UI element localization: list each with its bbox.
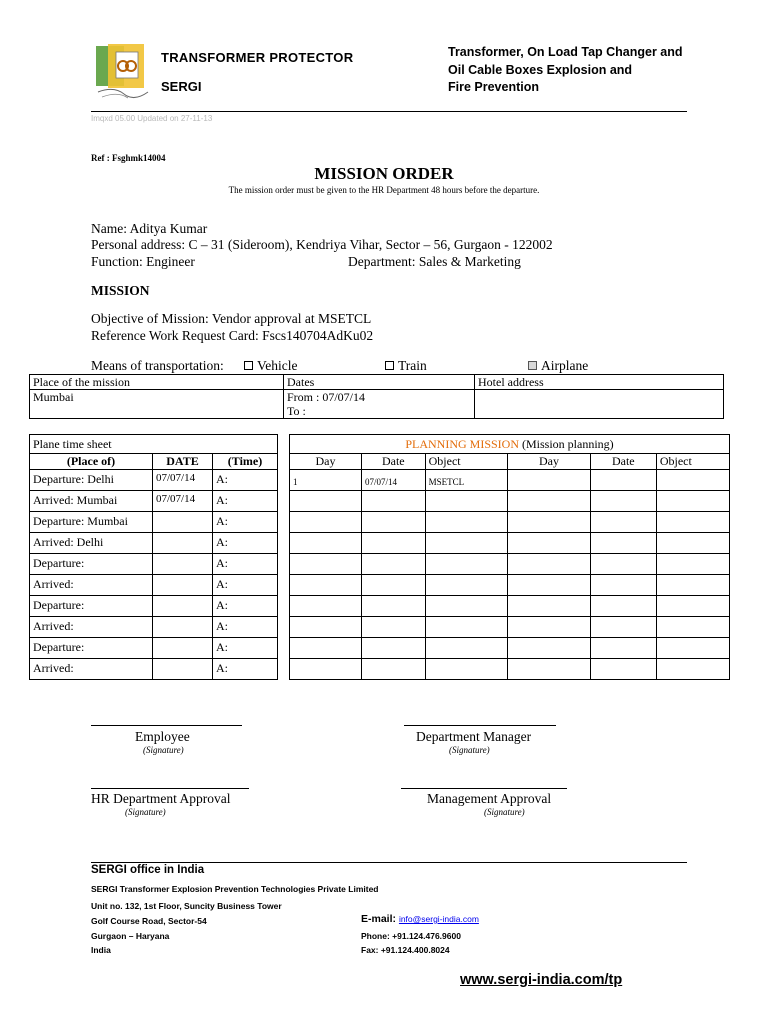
time-cell[interactable]: A: xyxy=(213,491,278,512)
email-link[interactable]: info@sergi-india.com xyxy=(398,914,479,924)
col-object: Object xyxy=(425,454,508,470)
object-cell[interactable] xyxy=(425,617,508,638)
time-cell[interactable]: A: xyxy=(213,575,278,596)
function-field: Function: Engineer xyxy=(91,254,195,269)
address-line: India xyxy=(91,945,111,955)
day-cell[interactable] xyxy=(508,659,591,680)
header-rule xyxy=(91,111,687,112)
date-cell[interactable] xyxy=(361,512,425,533)
object-cell[interactable] xyxy=(656,596,729,617)
signature-note: (Signature) xyxy=(143,745,184,755)
revision-note: Imqxd 05.00 Updated on 27-11-13 xyxy=(91,114,213,123)
date-cell[interactable] xyxy=(361,554,425,575)
time-cell[interactable]: A: xyxy=(213,470,278,491)
date-cell[interactable] xyxy=(361,617,425,638)
email-line xyxy=(361,913,479,925)
employee-signature-line[interactable] xyxy=(91,725,242,726)
object-cell[interactable] xyxy=(425,554,508,575)
train-label: Train xyxy=(398,358,427,373)
reference-number: Ref : Fsghmk14004 xyxy=(91,153,166,163)
object-cell[interactable] xyxy=(656,533,729,554)
department-manager-label: Department Manager xyxy=(416,729,532,744)
object-cell[interactable] xyxy=(656,554,729,575)
transport-option-airplane[interactable] xyxy=(528,358,588,374)
time-cell[interactable]: A: xyxy=(213,638,278,659)
date-to: To : xyxy=(287,404,306,418)
col-date: DATE xyxy=(153,454,213,470)
object-cell[interactable] xyxy=(656,491,729,512)
col-object: Object xyxy=(656,454,729,470)
manager-signature-line[interactable] xyxy=(404,725,556,726)
object-cell[interactable] xyxy=(656,512,729,533)
day-cell[interactable] xyxy=(508,617,591,638)
page-title: MISSION ORDER xyxy=(314,164,454,183)
date-cell[interactable] xyxy=(590,596,656,617)
sergi-logo xyxy=(94,42,152,100)
company-name: SERGI Transformer Explosion Prevention Technologies Private Limited xyxy=(91,884,379,894)
place-cell[interactable]: Arrived: Delhi xyxy=(30,533,153,554)
date-cell[interactable] xyxy=(153,638,213,659)
table-row xyxy=(30,491,278,512)
date-cell[interactable] xyxy=(590,533,656,554)
table-row xyxy=(290,470,730,491)
date-cell[interactable] xyxy=(590,491,656,512)
planning-mission-table xyxy=(289,434,730,680)
date-cell[interactable] xyxy=(153,659,213,680)
table-row xyxy=(290,617,730,638)
mission-table xyxy=(29,374,724,419)
date-cell[interactable] xyxy=(590,575,656,596)
table-row xyxy=(290,533,730,554)
vehicle-checkbox[interactable] xyxy=(244,361,253,370)
table-row xyxy=(290,575,730,596)
day-cell[interactable] xyxy=(290,617,362,638)
date-cell[interactable] xyxy=(153,596,213,617)
date-cell[interactable] xyxy=(590,617,656,638)
col-day: Day xyxy=(508,454,591,470)
day-cell[interactable] xyxy=(290,575,362,596)
table-row xyxy=(30,533,278,554)
date-cell[interactable] xyxy=(153,533,213,554)
col-date: Date xyxy=(361,454,425,470)
date-cell[interactable] xyxy=(361,638,425,659)
date-cell[interactable] xyxy=(153,554,213,575)
day-cell[interactable] xyxy=(290,533,362,554)
object-cell[interactable] xyxy=(656,575,729,596)
object-cell[interactable] xyxy=(425,512,508,533)
plane-time-sheet xyxy=(29,434,278,680)
object-cell[interactable] xyxy=(425,533,508,554)
place-cell[interactable]: Departure: xyxy=(30,596,153,617)
time-cell[interactable]: A: xyxy=(213,512,278,533)
airplane-label: Airplane xyxy=(541,358,589,373)
table-row xyxy=(290,435,730,454)
col-date: Date xyxy=(590,454,656,470)
vehicle-label: Vehicle xyxy=(257,358,298,373)
fax-number: Fax: +91.124.400.8024 xyxy=(361,945,450,955)
time-cell[interactable]: A: xyxy=(213,533,278,554)
date-cell[interactable] xyxy=(361,596,425,617)
address-line: Gurgaon – Haryana xyxy=(91,931,170,941)
table-row xyxy=(290,454,730,470)
date-cell[interactable] xyxy=(361,533,425,554)
work-request-card: Reference Work Request Card: Fscs140704AdKu02 xyxy=(91,328,374,343)
table-row xyxy=(30,638,278,659)
place-cell[interactable]: Departure: xyxy=(30,638,153,659)
table-row xyxy=(30,617,278,638)
date-from: From : 07/07/14 xyxy=(287,390,366,404)
time-cell[interactable]: A: xyxy=(213,554,278,575)
signature-note: (Signature) xyxy=(484,807,525,817)
hotel-address[interactable] xyxy=(475,390,724,419)
day-cell[interactable] xyxy=(508,575,591,596)
place-cell[interactable]: Departure: Delhi xyxy=(30,470,153,491)
employee-label: Employee xyxy=(135,729,190,744)
date-cell[interactable]: 07/07/14 xyxy=(153,491,213,512)
date-cell[interactable] xyxy=(361,575,425,596)
page-subtitle: The mission order must be given to the HR Department 48 hours before the departure. xyxy=(228,185,540,195)
hr-approval-label: HR Department Approval xyxy=(91,791,231,806)
transport-option-train[interactable] xyxy=(385,358,427,374)
transport-option-vehicle[interactable] xyxy=(244,358,297,374)
signature-note: (Signature) xyxy=(449,745,490,755)
table-row xyxy=(30,435,278,454)
tagline-line: Oil Cable Boxes Explosion and xyxy=(448,62,633,77)
mission-objective: Objective of Mission: Vendor approval at MSETCL xyxy=(91,311,372,326)
table-row xyxy=(30,454,278,470)
plane-sheet-title: Plane time sheet xyxy=(30,435,278,454)
table-row xyxy=(30,512,278,533)
footer-heading: SERGI office in India xyxy=(91,864,205,876)
object-cell[interactable] xyxy=(425,659,508,680)
place-cell[interactable]: Arrived: xyxy=(30,617,153,638)
date-cell[interactable]: 07/07/14 xyxy=(361,470,425,491)
hr-signature-line[interactable] xyxy=(91,788,249,789)
col-place: (Place of) xyxy=(30,454,153,470)
header-dates: Dates xyxy=(284,375,475,390)
header-place: Place of the mission xyxy=(30,375,284,390)
col-day: Day xyxy=(290,454,362,470)
day-cell[interactable] xyxy=(290,491,362,512)
signature-note: (Signature) xyxy=(125,807,166,817)
mission-dates[interactable] xyxy=(284,390,475,419)
date-cell[interactable]: 07/07/14 xyxy=(153,470,213,491)
airplane-checkbox[interactable] xyxy=(528,361,537,370)
day-cell[interactable] xyxy=(290,638,362,659)
object-cell[interactable] xyxy=(425,575,508,596)
date-cell[interactable] xyxy=(590,470,656,491)
mission-place[interactable]: Mumbai xyxy=(30,390,284,419)
time-cell[interactable]: A: xyxy=(213,659,278,680)
brand-name: TRANSFORMER PROTECTOR xyxy=(161,50,354,65)
table-row xyxy=(290,512,730,533)
object-cell[interactable] xyxy=(656,638,729,659)
planning-title-colored: PLANNING MISSION xyxy=(405,437,519,451)
table-row xyxy=(30,554,278,575)
mission-heading: MISSION xyxy=(91,283,150,298)
place-cell[interactable]: Departure: xyxy=(30,554,153,575)
day-cell[interactable] xyxy=(290,554,362,575)
transport-label: Means of transportation: xyxy=(91,358,224,373)
department-field: Department: Sales & Marketing xyxy=(348,254,521,269)
table-row xyxy=(30,390,724,419)
date-cell[interactable] xyxy=(590,659,656,680)
time-cell[interactable]: A: xyxy=(213,617,278,638)
planning-title-rest: (Mission planning) xyxy=(519,437,614,451)
website-link[interactable]: www.sergi-india.com/tp xyxy=(460,972,623,988)
object-cell[interactable] xyxy=(425,638,508,659)
phone-number: Phone: +91.124.476.9600 xyxy=(361,931,461,941)
tagline xyxy=(448,44,708,97)
table-row xyxy=(30,575,278,596)
table-row xyxy=(30,470,278,491)
day-cell[interactable] xyxy=(508,470,591,491)
object-cell[interactable] xyxy=(656,617,729,638)
day-cell[interactable] xyxy=(290,596,362,617)
planning-title xyxy=(290,435,730,454)
management-signature-line[interactable] xyxy=(401,788,567,789)
tagline-line: Transformer, On Load Tap Changer and xyxy=(448,45,683,59)
day-cell[interactable] xyxy=(508,491,591,512)
date-cell[interactable] xyxy=(153,617,213,638)
date-cell[interactable] xyxy=(361,659,425,680)
email-label: E-mail: xyxy=(361,913,399,925)
table-row xyxy=(30,659,278,680)
table-row xyxy=(290,596,730,617)
day-cell[interactable] xyxy=(508,512,591,533)
address-field: Personal address: C – 31 (Sideroom), Kendriya Vihar, Sector – 56, Gurgaon - 122002 xyxy=(91,237,553,252)
object-cell[interactable] xyxy=(425,491,508,512)
date-cell[interactable] xyxy=(153,575,213,596)
management-approval-label: Management Approval xyxy=(427,791,552,806)
train-checkbox[interactable] xyxy=(385,361,394,370)
date-cell[interactable] xyxy=(590,638,656,659)
object-cell[interactable] xyxy=(425,596,508,617)
col-time: (Time) xyxy=(213,454,278,470)
object-cell[interactable] xyxy=(656,659,729,680)
table-row xyxy=(30,596,278,617)
address-line: Unit no. 132, 1st Floor, Suncity Business Tower xyxy=(91,901,282,911)
date-cell[interactable] xyxy=(361,491,425,512)
day-cell[interactable] xyxy=(508,596,591,617)
day-cell[interactable]: 1 xyxy=(290,470,362,491)
table-row xyxy=(290,638,730,659)
brand-sergi: SERGI xyxy=(161,79,202,94)
date-cell[interactable] xyxy=(590,512,656,533)
day-cell[interactable] xyxy=(290,659,362,680)
tagline-line: Fire Prevention xyxy=(448,80,539,94)
address-line: Golf Course Road, Sector-54 xyxy=(91,916,207,926)
day-cell[interactable] xyxy=(508,533,591,554)
object-cell[interactable]: MSETCL xyxy=(425,470,508,491)
table-row xyxy=(30,375,724,390)
object-cell[interactable] xyxy=(656,470,729,491)
table-row xyxy=(290,491,730,512)
name-field: Name: Aditya Kumar xyxy=(91,221,208,236)
footer-rule xyxy=(91,862,687,863)
day-cell[interactable] xyxy=(508,638,591,659)
day-cell[interactable] xyxy=(290,512,362,533)
header-hotel: Hotel address xyxy=(475,375,724,390)
date-cell[interactable] xyxy=(590,554,656,575)
place-cell[interactable]: Arrived: xyxy=(30,575,153,596)
date-cell[interactable] xyxy=(153,512,213,533)
table-row xyxy=(290,554,730,575)
place-cell[interactable]: Departure: Mumbai xyxy=(30,512,153,533)
table-row xyxy=(290,659,730,680)
place-cell[interactable]: Arrived: xyxy=(30,659,153,680)
place-cell[interactable]: Arrived: Mumbai xyxy=(30,491,153,512)
day-cell[interactable] xyxy=(508,554,591,575)
time-cell[interactable]: A: xyxy=(213,596,278,617)
